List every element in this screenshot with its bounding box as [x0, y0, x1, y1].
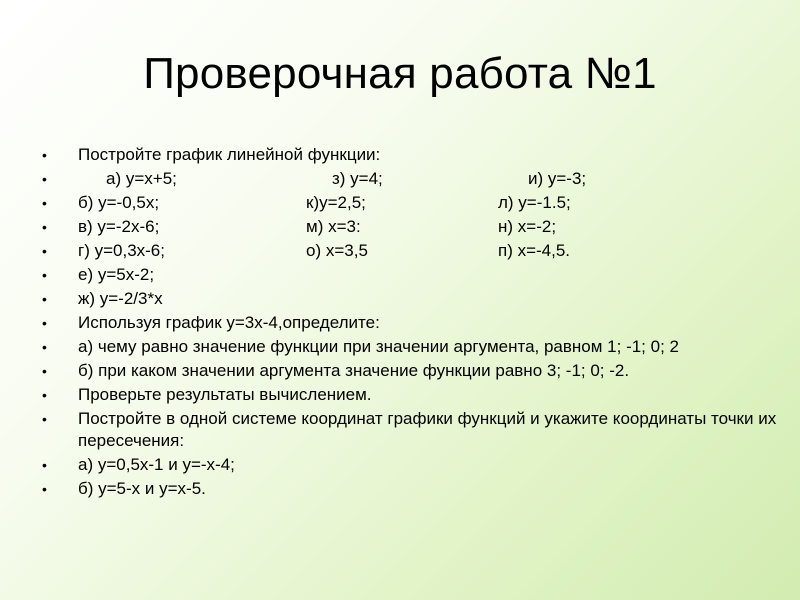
task-i: и) y=-3;	[528, 169, 587, 188]
bullet-icon: •	[42, 291, 47, 307]
bullet-icon: •	[42, 147, 47, 163]
task-m: м) x=3:	[306, 217, 361, 236]
item-columns	[78, 216, 780, 238]
list-item	[40, 240, 780, 262]
task-b: б) y=-0,5x;	[78, 193, 160, 212]
list-item	[40, 408, 780, 452]
item-text: Постройте график линейной функции:	[78, 145, 381, 164]
bullet-icon: •	[42, 457, 47, 473]
bullet-icon: •	[42, 243, 47, 259]
task-a: а) y=x+5;	[106, 169, 177, 188]
item-text: а) чему равно значение функции при значении аргумента, равном 1; -1; 0; 2	[78, 337, 679, 356]
item-text: б) y=5-x и y=x-5.	[78, 479, 206, 498]
bullet-icon: •	[42, 481, 47, 497]
list-item	[40, 454, 780, 476]
bullet-icon: •	[42, 195, 47, 211]
item-columns	[78, 192, 780, 214]
task-n: н) x=-2;	[498, 217, 557, 236]
bullet-icon: •	[42, 387, 47, 403]
item-text: ж) y=-2/3*x	[78, 289, 163, 308]
bullet-icon: •	[42, 411, 47, 427]
item-text: Постройте в одной системе координат графики функций и укажите координаты точки их пересечения:	[78, 409, 777, 450]
bullet-icon: •	[42, 315, 47, 331]
task-z: з) y=4;	[332, 169, 383, 188]
list-item	[40, 478, 780, 500]
bullet-icon: •	[42, 339, 47, 355]
list-item	[40, 360, 780, 382]
list-item	[40, 192, 780, 214]
bullet-icon: •	[42, 363, 47, 379]
task-g: г) y=0,3x-6;	[78, 241, 165, 260]
item-text: Проверьте результаты вычислением.	[78, 385, 372, 404]
item-columns	[78, 168, 780, 190]
list-item	[40, 312, 780, 334]
item-text: е) y=5x-2;	[78, 265, 155, 284]
task-list	[40, 144, 780, 502]
list-item	[40, 384, 780, 406]
item-text: Используя график y=3x-4,определите:	[78, 313, 380, 332]
list-item	[40, 216, 780, 238]
list-item	[40, 288, 780, 310]
bullet-icon: •	[42, 219, 47, 235]
bullet-icon: •	[42, 267, 47, 283]
item-text: а) y=0,5x-1 и y=-x-4;	[78, 455, 235, 474]
task-v: в) y=-2x-6;	[78, 217, 160, 236]
task-k: к)y=2,5;	[306, 193, 366, 212]
list-item	[40, 168, 780, 190]
list-item	[40, 264, 780, 286]
item-columns	[78, 240, 780, 262]
task-p: п) x=-4,5.	[498, 241, 571, 260]
slide-title: Проверочная работа №1	[143, 49, 657, 98]
bullet-icon: •	[42, 171, 47, 187]
list-item	[40, 144, 780, 166]
list-item	[40, 336, 780, 358]
task-l: л) y=-1.5;	[498, 193, 571, 212]
item-text: б) при каком значении аргумента значение функции равно 3; -1; 0; -2.	[78, 361, 630, 380]
task-o: о) x=3,5	[306, 241, 368, 260]
